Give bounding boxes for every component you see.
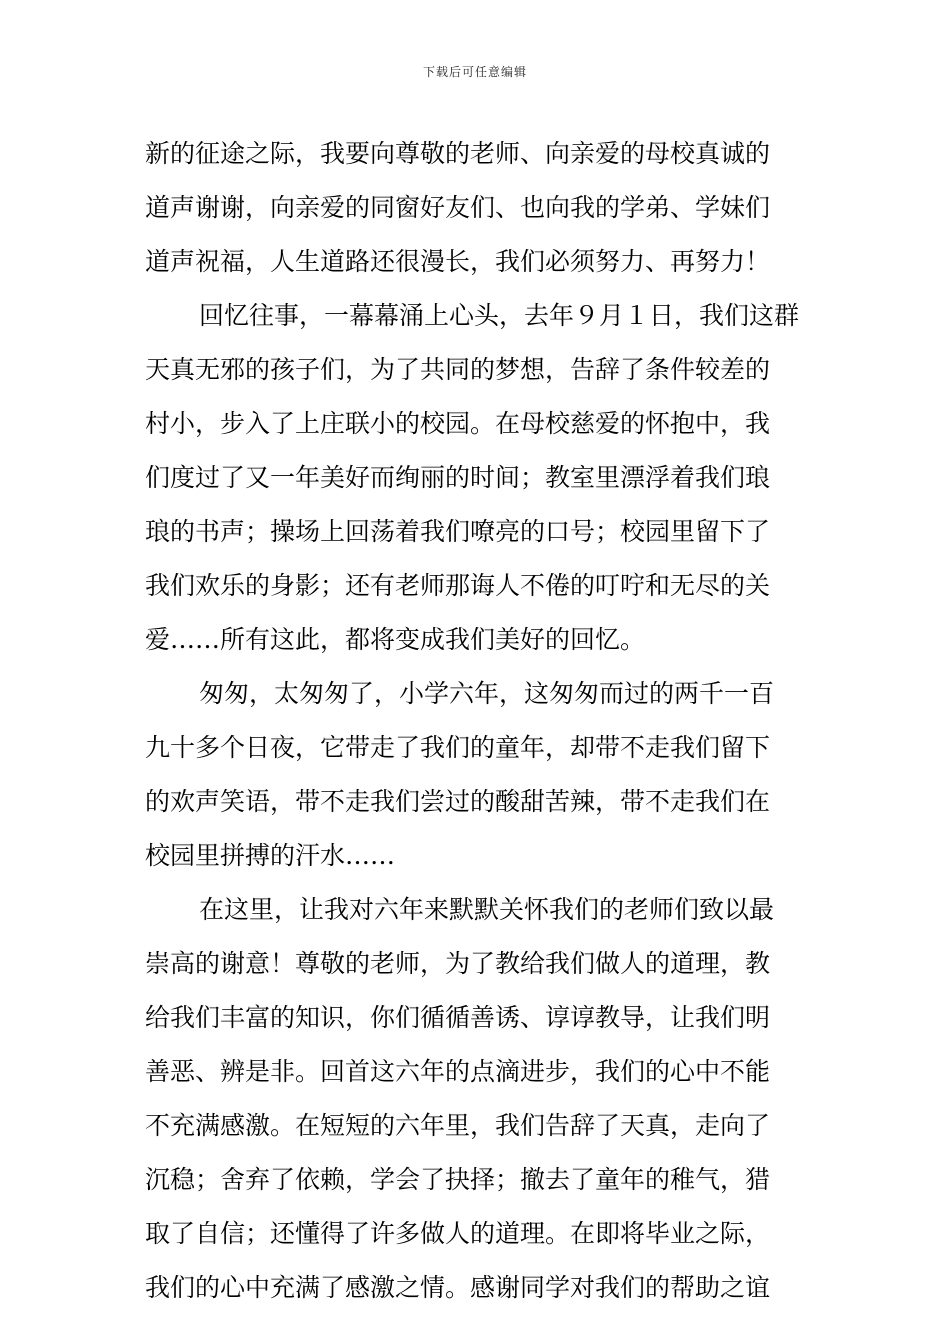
text-line: 取了自信；还懂得了许多做人的道理。在即将毕业之际， bbox=[145, 1219, 771, 1248]
text-line: 沉稳；舍弃了依赖，学会了抉择；撤去了童年的稚气，猎 bbox=[145, 1165, 771, 1194]
text-line: 新的征途之际，我要向尊敬的老师、向亲爱的母校真诚的 bbox=[145, 139, 771, 168]
text-line: 崇高的谢意！尊敬的老师，为了教给我们做人的道理，教 bbox=[145, 949, 771, 978]
text-line: 在这里，让我对六年来默默关怀我们的老师们致以最 bbox=[199, 895, 775, 924]
text-line: 道声祝福，人生道路还很漫长，我们必须努力、再努力！ bbox=[145, 247, 771, 276]
text-line: 匆匆，太匆匆了，小学六年，这匆匆而过的两千一百 bbox=[199, 679, 775, 708]
text-line: 琅的书声；操场上回荡着我们嘹亮的口号；校园里留下了 bbox=[145, 517, 771, 546]
text-line: 我们欢乐的身影；还有老师那诲人不倦的叮咛和无尽的关 bbox=[145, 571, 771, 600]
page-header: 下载后可任意编辑 bbox=[422, 65, 527, 79]
text-line: 九十多个日夜，它带走了我们的童年，却带不走我们留下 bbox=[145, 733, 771, 762]
text-line: 爱……所有这此，都将变成我们美好的回忆。 bbox=[145, 625, 646, 654]
text-line: 校园里拼搏的汗水…… bbox=[145, 841, 396, 870]
text-line: 我们的心中充满了感激之情。感谢同学对我们的帮助之谊 bbox=[145, 1273, 771, 1302]
text-line: 不充满感激。在短短的六年里，我们告辞了天真，走向了 bbox=[145, 1111, 771, 1140]
text-line: 村小，步入了上庄联小的校园。在母校慈爱的怀抱中，我 bbox=[145, 409, 771, 438]
text-line: 道声谢谢，向亲爱的同窗好友们、也向我的学弟、学妹们 bbox=[145, 193, 771, 222]
text-line: 给我们丰富的知识，你们循循善诱、谆谆教导，让我们明 bbox=[145, 1003, 771, 1032]
body-text bbox=[145, 127, 815, 1315]
text-line: 们度过了又一年美好而绚丽的时间；教室里漂浮着我们琅 bbox=[145, 463, 771, 492]
text-line: 回忆往事，一幕幕涌上心头，去年９月１日，我们这群 bbox=[199, 301, 800, 330]
text-line: 善恶、辨是非。回首这六年的点滴进步，我们的心中不能 bbox=[145, 1057, 771, 1086]
text-line: 的欢声笑语，带不走我们尝过的酸甜苦辣，带不走我们在 bbox=[145, 787, 771, 816]
text-line: 天真无邪的孩子们，为了共同的梦想，告辞了条件较差的 bbox=[145, 355, 771, 384]
